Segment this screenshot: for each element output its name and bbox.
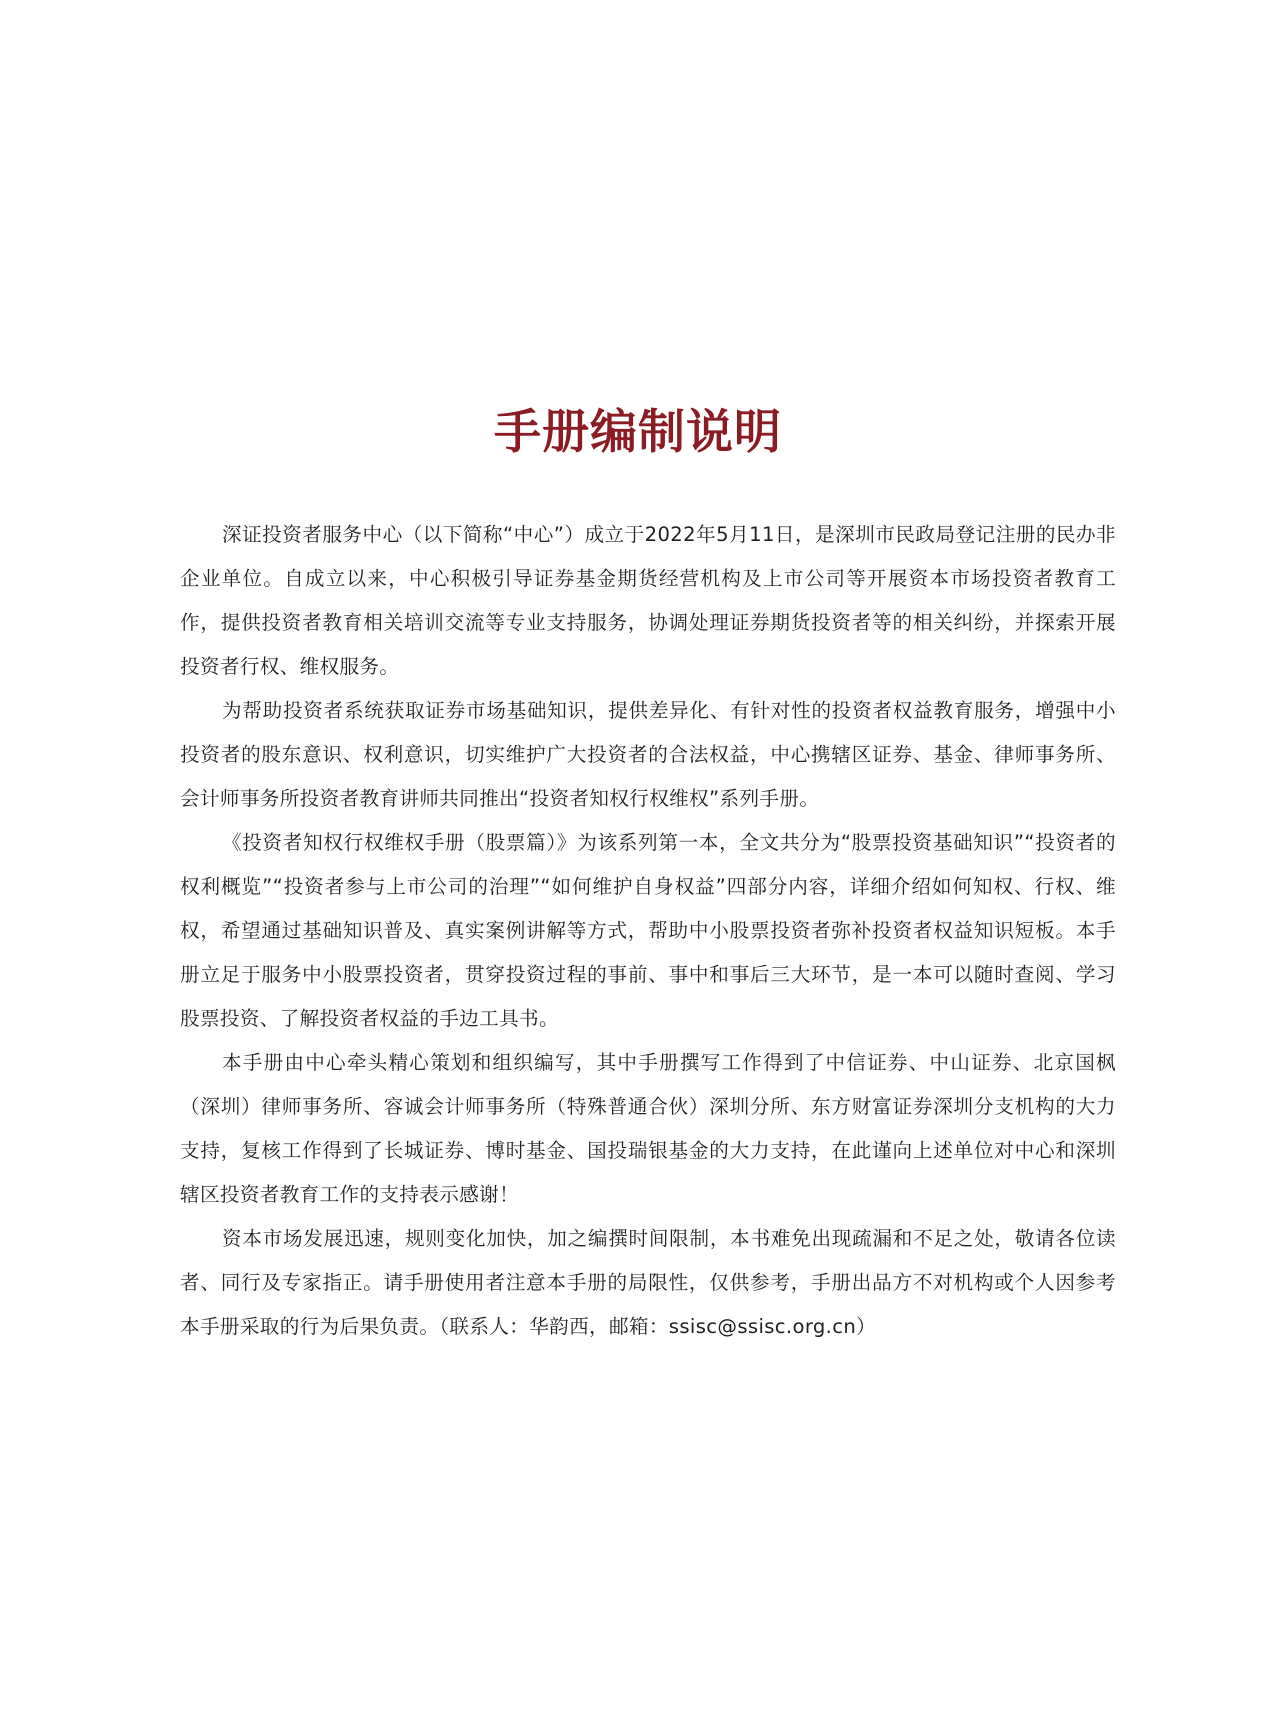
body-text bbox=[180, 513, 1116, 1349]
page-title: 手册编制说明 bbox=[494, 405, 782, 460]
paragraph-contents: 《投资者知权行权维权手册（股票篇）》为该系列第一本，全文共分为“股票投资基础知识”“投资者的权利概览”“投资者参与上市公司的治理”“如何维护自身权益”四部分内容，详细介绍如何知权、行权、维权，希望通过基础知识普及、真实案例讲解等方式，帮助中小股票投资者弥补投资者权益知识短板。本手册立足于服务中小股票投资者，贯穿投资过程的事前、事中和事后三大环节，是一本可以随时查阅、学习股票投资、了解投资者权益的手边工具书。 bbox=[180, 831, 1116, 1030]
paragraph-acknowledgements: 本手册由中心牵头精心策划和组织编写，其中手册撰写工作得到了中信证券、中山证券、北京国枫（深圳）律师事务所、容诚会计师事务所（特殊普通合伙）深圳分所、东方财富证券深圳分支机构的大力支持，复核工作得到了长城证券、博时基金、国投瑞银基金的大力支持，在此谨向上述单位对中心和深圳辖区投资者教育工作的支持表示感谢！ bbox=[180, 1051, 1116, 1206]
paragraph-purpose: 为帮助投资者系统获取证券市场基础知识，提供差异化、有针对性的投资者权益教育服务，增强中小投资者的股东意识、权利意识，切实维护广大投资者的合法权益，中心携辖区证券、基金、律师事务所、会计师事务所投资者教育讲师共同推出“投资者知权行权维权”系列手册。 bbox=[180, 699, 1116, 810]
paragraph-intro: 深证投资者服务中心（以下简称“中心”）成立于2022年5月11日，是深圳市民政局登记注册的民办非企业单位。自成立以来，中心积极引导证券基金期货经营机构及上市公司等开展资本市场投资者教育工作，提供投资者教育相关培训交流等专业支持服务，协调处理证券期货投资者等的相关纠纷，并探索开展投资者行权、维权服务。 bbox=[180, 523, 1116, 678]
paragraph-disclaimer: 资本市场发展迅速，规则变化加快，加之编撰时间限制，本书难免出现疏漏和不足之处，敬请各位读者、同行及专家指正。请手册使用者注意本手册的局限性，仅供参考，手册出品方不对机构或个人因参考本手册采取的行为后果负责。（联系人：华韵西，邮箱：ssisc@ssisc.org.cn） bbox=[180, 1227, 1116, 1338]
